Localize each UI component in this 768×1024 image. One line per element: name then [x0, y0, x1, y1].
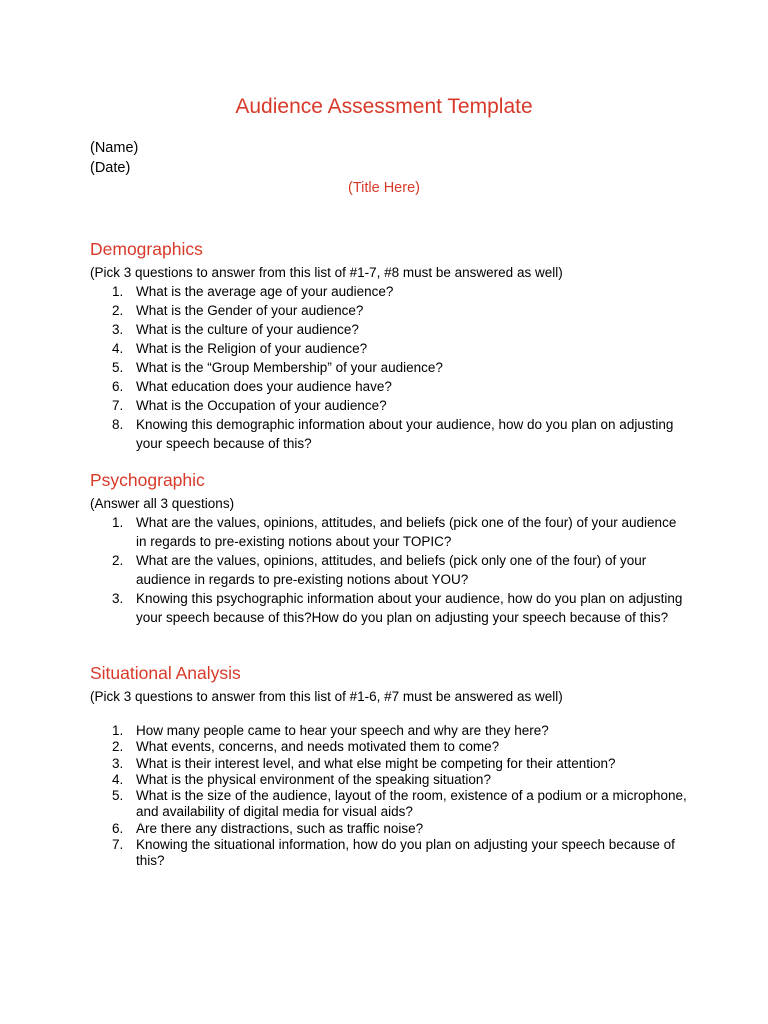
- item-number: 6.: [112, 379, 124, 394]
- item-text: Knowing this psychographic information about your audience, how do you plan on adjusting your speech because of this?How do you plan on adjusting your speech because of this?: [136, 591, 683, 625]
- question-list: [90, 723, 690, 870]
- item-number: 4.: [112, 341, 124, 356]
- item-number: 1.: [112, 515, 124, 530]
- section-heading: Situational Analysis: [90, 663, 241, 683]
- list-item: [90, 396, 690, 415]
- item-text: What is the Occupation of your audience?: [136, 398, 387, 413]
- list-item: [90, 788, 690, 821]
- item-text: What are the values, opinions, attitudes, and beliefs (pick only one of the four) of your audience in regards to pre-existing notions about YOU?: [136, 553, 647, 587]
- item-number: 3.: [112, 755, 124, 771]
- list-item: [90, 513, 690, 551]
- item-text: What is the “Group Membership” of your audience?: [136, 360, 443, 375]
- list-item: [90, 772, 690, 788]
- item-text: How many people came to hear your speech and why are they here?: [136, 723, 549, 738]
- item-number: 3.: [112, 591, 124, 606]
- list-item: [90, 282, 690, 301]
- list-item: [90, 339, 690, 358]
- item-number: 5.: [112, 360, 124, 375]
- section-instructions: (Answer all 3 questions): [90, 496, 235, 511]
- item-number: 8.: [112, 417, 124, 432]
- item-text: What is their interest level, and what else might be competing for their attention?: [136, 755, 616, 771]
- section-heading: Psychographic: [90, 470, 205, 490]
- item-text: Knowing this demographic information about your audience, how do you plan on adjusting your speech because of this?: [136, 417, 674, 451]
- section-instructions: (Pick 3 questions to answer from this list of #1-7, #8 must be answered as well): [90, 265, 563, 280]
- list-item: [90, 320, 690, 339]
- section-demographics: [90, 237, 690, 453]
- list-item: [90, 739, 690, 755]
- item-number: 6.: [112, 820, 124, 836]
- question-list: [90, 282, 690, 453]
- title-placeholder: (Title Here): [348, 180, 420, 196]
- list-item: [90, 589, 690, 627]
- list-item: [90, 415, 690, 453]
- date-placeholder: (Date): [90, 160, 131, 176]
- section-situational-analysis: [90, 661, 690, 870]
- item-number: 1.: [112, 284, 124, 299]
- item-number: 2.: [112, 553, 124, 568]
- list-item: [90, 756, 690, 772]
- list-item: [90, 723, 690, 739]
- name-placeholder: (Name): [90, 140, 139, 156]
- item-text: What is the Religion of your audience?: [136, 341, 368, 356]
- item-number: 2.: [112, 739, 124, 755]
- list-item: [90, 551, 690, 589]
- item-text: Knowing the situational information, how do you plan on adjusting your speech because of this?: [136, 837, 675, 869]
- item-number: 5.: [112, 788, 124, 804]
- item-text: What events, concerns, and needs motivated them to come?: [136, 739, 500, 755]
- item-number: 2.: [112, 303, 124, 318]
- section-heading: Demographics: [90, 239, 203, 259]
- item-text: What is the average age of your audience?: [136, 284, 394, 299]
- item-number: 3.: [112, 322, 124, 337]
- item-number: 7.: [112, 837, 124, 853]
- item-text: What are the values, opinions, attitudes, and beliefs (pick one of the four) of your audience in regards to pre-existing notions about your TOPIC?: [136, 515, 677, 549]
- question-list: [90, 513, 690, 627]
- item-number: 4.: [112, 771, 124, 787]
- list-item: [90, 821, 690, 837]
- item-number: 7.: [112, 398, 124, 413]
- section-psychographic: [90, 468, 690, 627]
- item-number: 1.: [112, 723, 124, 738]
- item-text: What is the culture of your audience?: [136, 322, 359, 337]
- list-item: [90, 358, 690, 377]
- document-title: Audience Assessment Template: [235, 95, 533, 118]
- list-item: [90, 377, 690, 396]
- list-item: [90, 301, 690, 320]
- item-text: What is the Gender of your audience?: [136, 303, 364, 318]
- list-item: [90, 837, 690, 870]
- item-text: Are there any distractions, such as traffic noise?: [136, 820, 424, 836]
- item-text: What is the physical environment of the speaking situation?: [136, 771, 491, 787]
- item-text: What education does your audience have?: [136, 379, 392, 394]
- section-instructions: (Pick 3 questions to answer from this list of #1-6, #7 must be answered as well): [90, 689, 563, 704]
- item-text: What is the size of the audience, layout of the room, existence of a podium or a microphone, and availability of digital media for visual aids?: [136, 788, 687, 820]
